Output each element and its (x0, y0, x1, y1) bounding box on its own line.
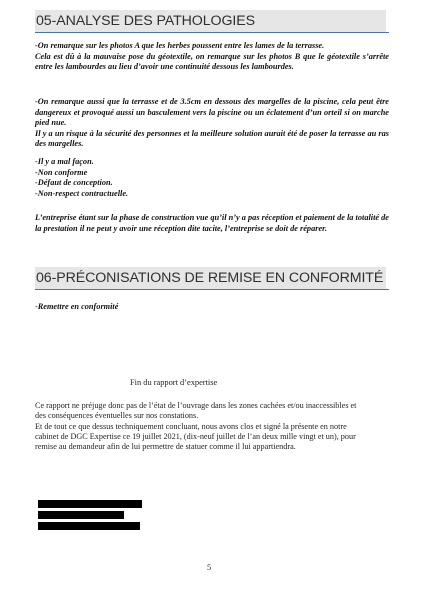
section-6-heading: 06-PRÉCONISATIONS DE REMISE EN CONFORMITÉ (35, 267, 386, 289)
list-item: -Non conforme (35, 167, 88, 177)
section-5-paragraph-3 (35, 213, 389, 234)
redaction-bar (38, 522, 140, 530)
text-line: -On remarque sur les photos A que les herbes poussent entre les lames de la terrasse. (35, 41, 325, 50)
list-item: -Remettre en conformité (35, 302, 119, 311)
closing-paragraph-1: Ce rapport ne préjuge donc pas de l’état de l’ouvrage dans les zones cachées et/ou inaccessibles et des conséquences éventuelles sur nos constations. (35, 401, 357, 421)
text-line: Il y a un risque à la sécurité des personnes et la meilleure solution aurait été de poser la terrasse au ras des margelles. (35, 128, 389, 148)
defects-list (35, 157, 389, 199)
redaction-bar (38, 511, 124, 519)
section-5-rule (35, 32, 389, 33)
list-item: -Non-respect contractuelle. (35, 188, 129, 198)
list-item: -Défaut de conception. (35, 178, 113, 187)
page-number: 5 (207, 563, 212, 572)
closing-text (35, 401, 365, 452)
section-5-heading: 05-ANALYSE DES PATHOLOGIES (35, 10, 386, 32)
text-line: L’entreprise étant sur la phase de construction vue qu’il n’y a pas réception et paiement de la totalité de la prestation il ne peut y avoir une réception dite tacite, l’entreprise se doit de réparer. (35, 213, 389, 233)
section-6-item (35, 302, 389, 313)
redaction-bar (38, 500, 142, 508)
text-line: Cela est dû à la mauvaise pose du géotextile, on remarque sur les photos B que le géotextile s’arrête entre les lambourdes au lieu d’avoir une continuité dessous les lambourdes. (35, 51, 389, 71)
report-end-title: Fin du rapport d’expertise (130, 378, 218, 387)
text-line: -On remarque aussi que la terrasse et de 3.5cm en dessous des margelles de la piscine, cela peut être dangereux et provoqué aussi un basculement vers la piscine ou un éclatement d’un orteil si on marche pied nue. (35, 97, 389, 127)
closing-paragraph-2: Et de tout ce que dessus techniquement concluant, nous avons clos et signé la présente en notre cabinet de DGC Expertise ce 19 juillet 2021, (dix-neuf juillet de l’an deux mille vingt et un), pour remise au demandeur afin de lui permettre de statuer comme il lui appartiendra. (35, 421, 356, 452)
section-6-rule (35, 289, 389, 290)
section-5-paragraph-1 (35, 41, 389, 73)
section-5-paragraph-2 (35, 97, 389, 150)
list-item: -Il y a mal façon. (35, 157, 94, 166)
